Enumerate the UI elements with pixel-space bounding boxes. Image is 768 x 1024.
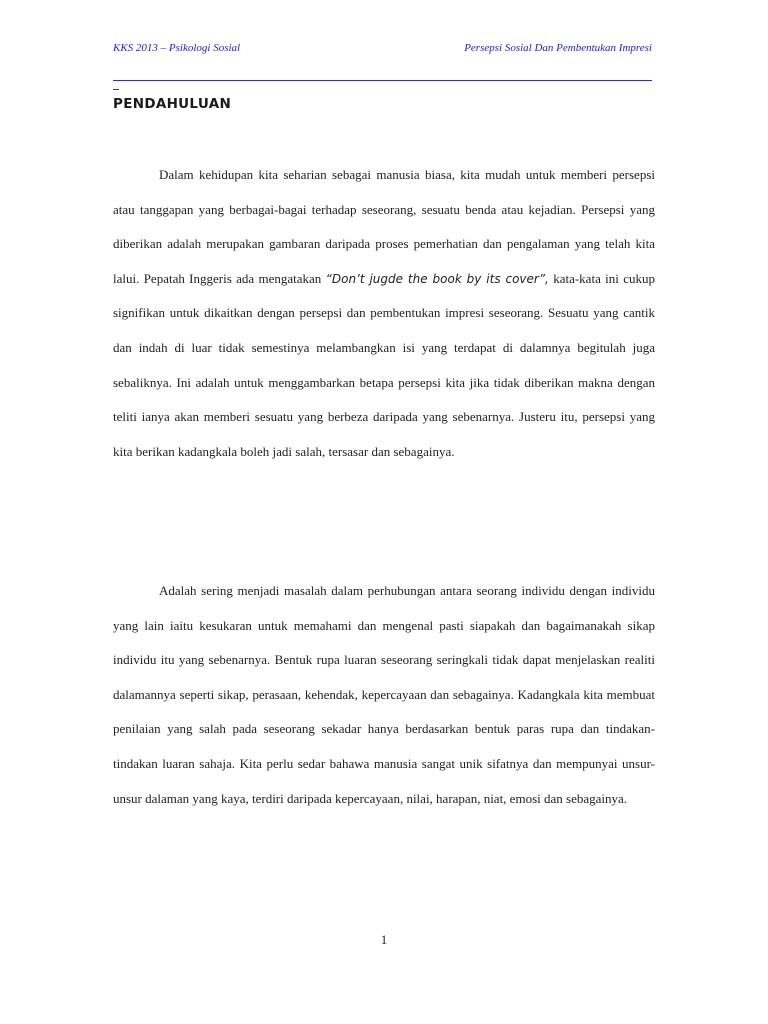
body-paragraph-2: Adalah sering menjadi masalah dalam perhubungan antara seorang individu dengan individu yang lain iaitu kesukaran untuk memahami dan mengenal pasti siapakah dan bagaimanakah sikap individu itu yang sebenarnya. Bentuk rupa luaran seseorang seringkali tidak dapat menjelaskan realiti dalamannya seperti sikap, perasaan, kehendak, kepercayaan dan sebagainya. Kadangkala kita membuat penilaian yang salah pada seseorang sekadar hanya berdasarkan bentuk paras rupa dan tindakan-tindakan luaran sahaja. Kita perlu sedar bahawa manusia sangat unik sifatnya dan mempunyai unsur-unsur dalaman yang kaya, terdiri daripada kepercayaan, nilai, harapan, niat, emosi dan sebagainya. <box>113 583 655 806</box>
section-heading: PENDAHULUAN <box>113 96 232 112</box>
header-document-title: Persepsi Sosial Dan Pembentukan Impresi <box>464 42 652 54</box>
header-course-title: KKS 2013 – Psikologi Sosial <box>113 42 241 54</box>
paragraph-1-text-end: kata-kata ini cukup signifikan untuk dikaitkan dengan persepsi dan pembentukan impresi seseorang. Sesuatu yang cantik dan indah di luar tidak semestinya melambangkan isi yang terdapat di dalamnya begitulah juga sebaliknya. Ini adalah untuk menggambarkan betapa persepsi kita jika tidak diberikan makna dengan teliti ianya akan memberi sesuatu yang berbeza daripada yang sebenarnya. Justeru itu, persepsi yang kita berikan kadangkala boleh jadi salah, tersasar dan sebagainya. <box>113 270 655 459</box>
body-paragraph-1 <box>113 158 655 469</box>
header-rule-mark <box>113 89 119 90</box>
quoted-proverb: “Don’t jugde the book by its cover”, <box>325 271 549 286</box>
header-rule <box>113 80 652 81</box>
paragraph-1-text-start: Dalam kehidupan kita seharian sebagai manusia biasa, kita mudah untuk memberi persepsi atau tanggapan yang berbagai-bagai terhadap seseorang, sesuatu benda atau kejadian. Persepsi yang diberikan adalah merupakan gambaran daripada proses pemerhatian dan pengalaman yang telah kita lalui. Pepatah Inggeris ada mengatakan <box>113 167 655 286</box>
page-number: 1 <box>380 932 388 947</box>
